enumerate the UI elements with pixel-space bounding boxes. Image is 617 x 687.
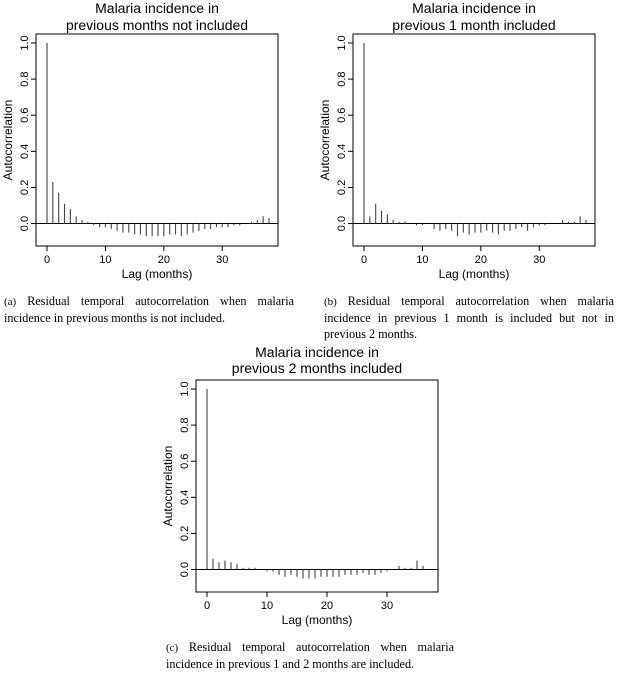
caption-a: [4, 293, 294, 326]
x-tick-label: 10: [416, 254, 429, 266]
y-tick-label: 0.4: [179, 489, 191, 505]
acf-chart-a: [0, 0, 300, 286]
acf-chart-b: [317, 0, 617, 286]
acf-panel-b: [317, 0, 617, 286]
caption-a-text: Residual temporal autocorrelation when malaria incidence in previous months is not included.: [4, 294, 295, 325]
y-tick-label: 0.2: [19, 179, 31, 196]
x-tick-label: 20: [320, 600, 334, 612]
chart-title-line: previous months not included: [65, 17, 249, 33]
acf-chart-c: [158, 344, 458, 634]
y-axis-label: Autocorrelation: [1, 99, 15, 181]
acf-panel-a: [0, 0, 300, 286]
chart-title-line: previous 2 months included: [231, 360, 403, 376]
y-tick-label: 0.0: [336, 215, 348, 232]
chart-title-line: Malaria incidence in: [95, 0, 219, 16]
caption-a-tag: (a): [4, 296, 17, 308]
caption-c-text: Residual temporal autocorrelation when malaria incidence in previous 1 and 2 months are included.: [166, 640, 455, 671]
chart-title-line: previous 1 month included: [392, 17, 556, 33]
y-tick-label: 0.8: [19, 71, 31, 87]
y-tick-label: 0.2: [336, 179, 348, 196]
x-axis-label: Lag (months): [121, 267, 193, 281]
y-tick-label: 1.0: [179, 381, 191, 397]
y-tick-label: 0.6: [19, 107, 31, 123]
caption-c-tag: (c): [166, 642, 179, 654]
y-axis-label: Autocorrelation: [161, 445, 175, 527]
caption-b-tag: (b): [324, 296, 337, 308]
y-tick-label: 0.6: [336, 107, 348, 123]
y-tick-label: 0.0: [19, 215, 31, 232]
plot-frame: [196, 380, 438, 592]
y-tick-label: 0.8: [336, 71, 348, 87]
y-tick-label: 0.4: [19, 143, 31, 159]
acf-panel-c: [158, 344, 458, 634]
x-tick-label: 30: [533, 254, 546, 266]
caption-c: [166, 639, 454, 672]
x-tick-label: 0: [203, 600, 211, 612]
x-tick-label: 30: [380, 600, 394, 612]
y-tick-label: 0.0: [179, 561, 191, 578]
y-tick-label: 0.2: [179, 525, 191, 542]
x-axis-label: Lag (months): [281, 613, 353, 627]
x-tick-label: 20: [474, 254, 487, 266]
x-tick-label: 10: [260, 600, 274, 612]
caption-b: [324, 293, 614, 342]
x-axis-label: Lag (months): [438, 267, 510, 281]
y-tick-label: 0.6: [179, 453, 191, 469]
y-tick-label: 1.0: [336, 35, 348, 51]
y-tick-label: 1.0: [19, 35, 31, 51]
y-tick-label: 0.4: [336, 143, 348, 159]
y-tick-label: 0.8: [179, 417, 191, 433]
y-axis-label: Autocorrelation: [318, 99, 332, 181]
chart-title-line: Malaria incidence in: [412, 0, 536, 16]
chart-title-line: Malaria incidence in: [255, 344, 379, 360]
x-tick-label: 10: [99, 254, 112, 266]
caption-b-text: Residual temporal autocorrelation when malaria incidence in previous 1 month is included but not in previous 2 months.: [324, 294, 615, 341]
x-tick-label: 20: [157, 254, 170, 266]
plot-frame: [353, 34, 595, 246]
plot-frame: [36, 34, 278, 246]
x-tick-label: 30: [216, 254, 229, 266]
x-tick-label: 0: [360, 254, 368, 266]
x-tick-label: 0: [43, 254, 51, 266]
